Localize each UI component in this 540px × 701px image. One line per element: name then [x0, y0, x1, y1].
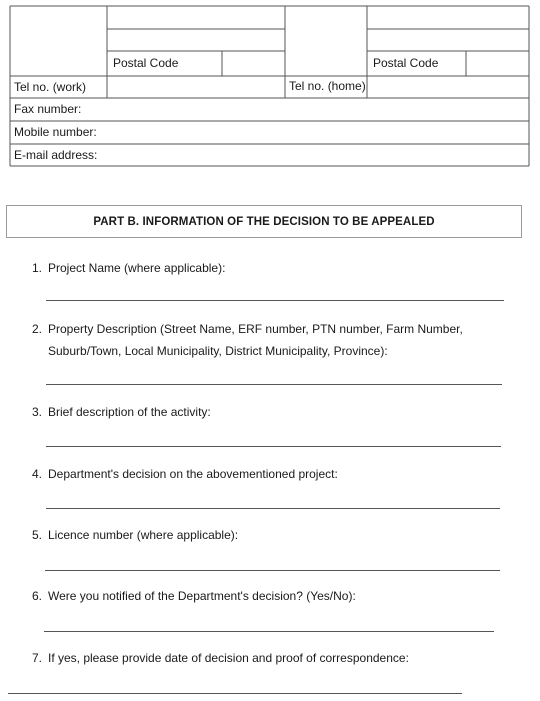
tel-work-label: Tel no. (work) — [14, 80, 87, 94]
answer-line-3[interactable] — [46, 446, 501, 447]
question-number: 5. — [31, 528, 42, 542]
question-text: Project Name (where applicable): — [48, 261, 226, 275]
email-address-label: E-mail address: — [14, 148, 98, 162]
question-7 — [20, 647, 520, 669]
question-3 — [20, 401, 520, 423]
tel-home-label: Tel no. (home) — [289, 79, 366, 93]
question-5 — [20, 524, 520, 546]
question-number: 6. — [31, 589, 42, 603]
answer-line-4[interactable] — [46, 508, 500, 509]
postal-code-label-left: Postal Code — [113, 56, 179, 70]
question-text: Were you notified of the Department's decision? (Yes/No): — [48, 589, 356, 603]
part-b-title: PART B. INFORMATION OF THE DECISION TO BE APPEALED — [93, 215, 435, 228]
answer-line-2[interactable] — [46, 384, 502, 385]
answer-line-6[interactable] — [44, 631, 494, 632]
answer-line-5[interactable] — [45, 570, 500, 571]
question-number: 3. — [31, 405, 42, 419]
question-text: If yes, please provide date of decision and proof of correspondence: — [48, 651, 409, 665]
answer-line-7[interactable] — [8, 693, 462, 694]
question-1 — [20, 257, 520, 279]
question-number: 7. — [31, 651, 42, 665]
question-text: Brief description of the activity: — [48, 405, 211, 419]
question-number: 2. — [31, 322, 42, 336]
question-number: 1. — [31, 261, 42, 275]
question-6 — [20, 585, 520, 607]
mobile-number-label: Mobile number: — [14, 125, 97, 139]
question-2 — [20, 318, 520, 362]
question-number: 4. — [31, 467, 42, 481]
question-4 — [20, 463, 520, 485]
question-text: Department's decision on the abovementioned project: — [48, 467, 338, 481]
answer-line-1[interactable] — [46, 300, 504, 301]
question-text: Licence number (where applicable): — [48, 528, 239, 542]
part-b-heading-box — [6, 205, 522, 238]
postal-code-label-right: Postal Code — [373, 56, 439, 70]
question-text: Property Description (Street Name, ERF number, PTN number, Farm Number, Suburb/Town, Local Municipality, District Municipality, Province): — [48, 322, 463, 358]
fax-number-label: Fax number: — [14, 102, 82, 116]
